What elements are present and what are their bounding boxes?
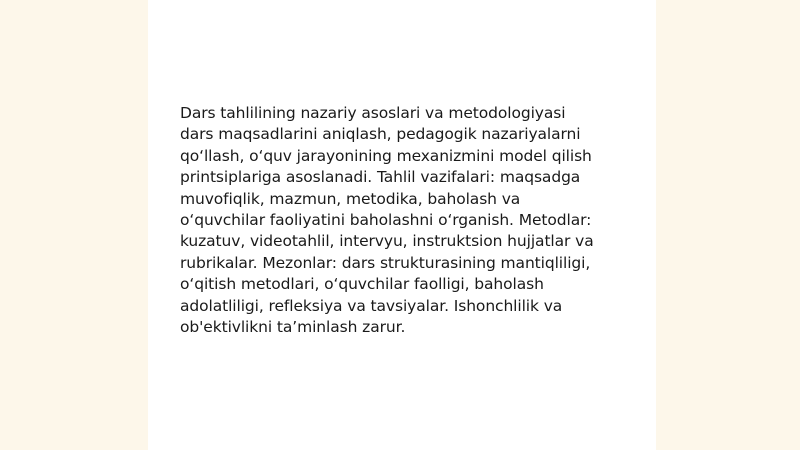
paragraph-line-10: adolatliligi, refleksiya va tavsiyalar. Ishonchlilik va (180, 296, 563, 315)
paragraph-line-9: o‘qitish metodlari, o‘quvchilar faolligi, baholash (180, 275, 544, 294)
paragraph-line-7: kuzatuv, videotahlil, intervyu, instruktsion hujjatlar va (180, 232, 594, 251)
paragraph-line-3: qo‘llash, o‘quv jarayonining mexanizmini model qilish (180, 146, 592, 165)
body-paragraph (180, 103, 630, 338)
paragraph-line-11: ob'ektivlikni ta’minlash zarur. (180, 318, 406, 337)
paragraph-line-2: dars maqsadlarini aniqlash, pedagogik nazariyalarni (180, 125, 581, 144)
paragraph-line-4: printsiplariga asoslanadi. Tahlil vazifalari: maqsadga (180, 168, 581, 187)
document-page (148, 0, 656, 450)
paragraph-line-5: muvofiqlik, mazmun, metodika, baholash va (180, 189, 521, 208)
paragraph-line-8: rubrikalar. Mezonlar: dars strukturasining mantiqliligi, (180, 253, 591, 272)
paragraph-line-1: Dars tahlilining nazariy asoslari va metodologiyasi (180, 104, 566, 122)
paragraph-line-6: o‘quvchilar faoliyatini baholashni o‘rganish. Metodlar: (180, 211, 592, 230)
